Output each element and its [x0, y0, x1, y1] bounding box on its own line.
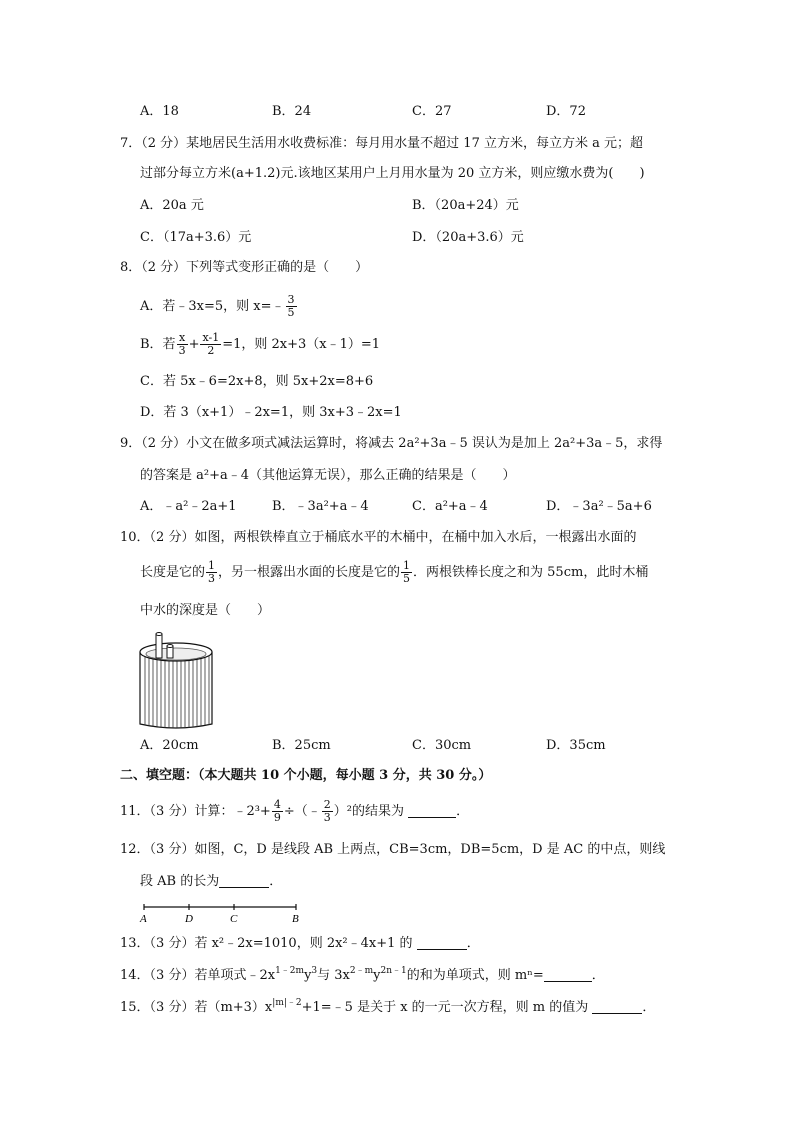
- q9-option-b: B．﹣3a²+a﹣4: [272, 499, 369, 514]
- q9-option-d: D．﹣3a²﹣5a+6: [546, 499, 652, 514]
- q10-stem-line3: 中水的深度是（ ）: [140, 603, 271, 618]
- q14-stem: 14．（3 分）若单项式$﹣2x^{1﹣2m}y^3$与 $3x^{2﹣m}y^{2n﹣1}$的和为单项式，则 mⁿ= ．: [120, 966, 605, 983]
- q8-stem: 8．（2 分）下列等式变形正确的是（ ）: [120, 260, 369, 275]
- segment-figure: [138, 900, 308, 926]
- q10-option-b: B．25cm: [272, 738, 331, 753]
- q7-option-d: D．（20a+3.6）元: [412, 230, 524, 245]
- q13-stem: 13．（3 分）若 x²﹣2x=1010，则 2x²﹣4x+1 的 ．: [120, 936, 480, 951]
- q7-stem-line1: 7．（2 分）某地居民生活用水收费标准：每月用水量不超过 17 立方米，每立方米 a 元；超: [120, 136, 643, 151]
- q9-option-a: A．﹣a²﹣2a+1: [140, 499, 237, 514]
- q10-option-c: C．30cm: [412, 738, 472, 753]
- bucket-figure: [136, 630, 218, 730]
- q8-option-c: C．若 5x﹣6=2x+8，则 5x+2x=8+6: [140, 374, 374, 389]
- q9-option-c: C．a²+a﹣4: [412, 499, 488, 514]
- q6-option-c: C．27: [412, 104, 452, 119]
- q14-answer-blank: [544, 967, 592, 982]
- section-heading-fill-in: 二、填空题：（本大题共 10 个小题，每小题 3 分，共 30 分。）: [120, 768, 492, 783]
- q13-answer-blank: [417, 935, 467, 950]
- q10-option-a: A．20cm: [140, 738, 199, 753]
- q9-stem-line1: 9．（2 分）小文在做多项式减法运算时，将减去 2a²+3a﹣5 误认为是加上 2a²+3a﹣5，求得: [120, 436, 663, 451]
- point-c-label: C: [230, 913, 238, 925]
- point-a-label: A: [140, 913, 147, 925]
- q10-stem-line1: 10．（2 分）如图，两根铁棒直立于桶底水平的木桶中，在桶中加入水后，一根露出水面的: [120, 530, 637, 545]
- q8-option-d: D．若 3（x+1）﹣2x=1，则 3x+3﹣2x=1: [140, 405, 402, 420]
- q7-option-c: C．（17a+3.6）元: [140, 230, 252, 245]
- q7-stem-line2: 过部分每立方米(a+1.2)元.该地区某用户上月用水量为 20 立方米，则应缴水费为( ): [140, 166, 645, 181]
- q7-option-b: B．（20a+24）元: [412, 198, 519, 213]
- q11-answer-blank: [408, 803, 456, 818]
- q9-stem-line2: 的答案是 a²+a﹣4（其他运算无误），那么正确的结果是（ ）: [140, 468, 516, 483]
- q12-stem-line1: 12．（3 分）如图，C，D 是线段 AB 上两点，CB=3cm，DB=5cm，D 是 AC 的中点，则线: [120, 842, 666, 857]
- q11-stem: 11．（3 分）计算：﹣2³+ $\frac{4}{9}$ ÷（﹣ $\frac{2}{3}$ ）²的结果为 ．: [120, 798, 470, 824]
- q15-stem: 15．（3 分）若$(m+3)x^{|m|﹣2}+1=﹣5$ 是关于 x 的一元一次方程，则 m 的值为 ．: [120, 998, 656, 1015]
- q6-option-d: D．72: [546, 104, 586, 119]
- q12-answer-blank: [219, 873, 269, 888]
- q7-option-a: A．20a 元: [140, 198, 204, 213]
- q8-option-a: A．若﹣3x=5，则 x=﹣ $\frac{3}{5}$: [140, 293, 295, 319]
- q12-stem-line2: 段 AB 的长为 ．: [140, 874, 283, 889]
- q15-answer-blank: [592, 999, 642, 1014]
- q10-option-d: D．35cm: [546, 738, 606, 753]
- q6-option-a: A．18: [140, 104, 179, 119]
- q10-stem-line2: 长度是它的 $\frac{1}{3}$ ，另一根露出水面的长度是它的 $\frac{1}{5}$ ．两根铁棒长度之和为 55cm，此时木桶: [140, 559, 649, 585]
- q6-option-b: B．24: [272, 104, 312, 119]
- point-d-label: D: [185, 913, 193, 925]
- q8-option-b: B．若 $\frac{x}{3}$ + $\frac{x-1}{2}$ =1，则 2x+3（x﹣1）=1: [140, 331, 381, 357]
- point-b-label: B: [292, 913, 299, 925]
